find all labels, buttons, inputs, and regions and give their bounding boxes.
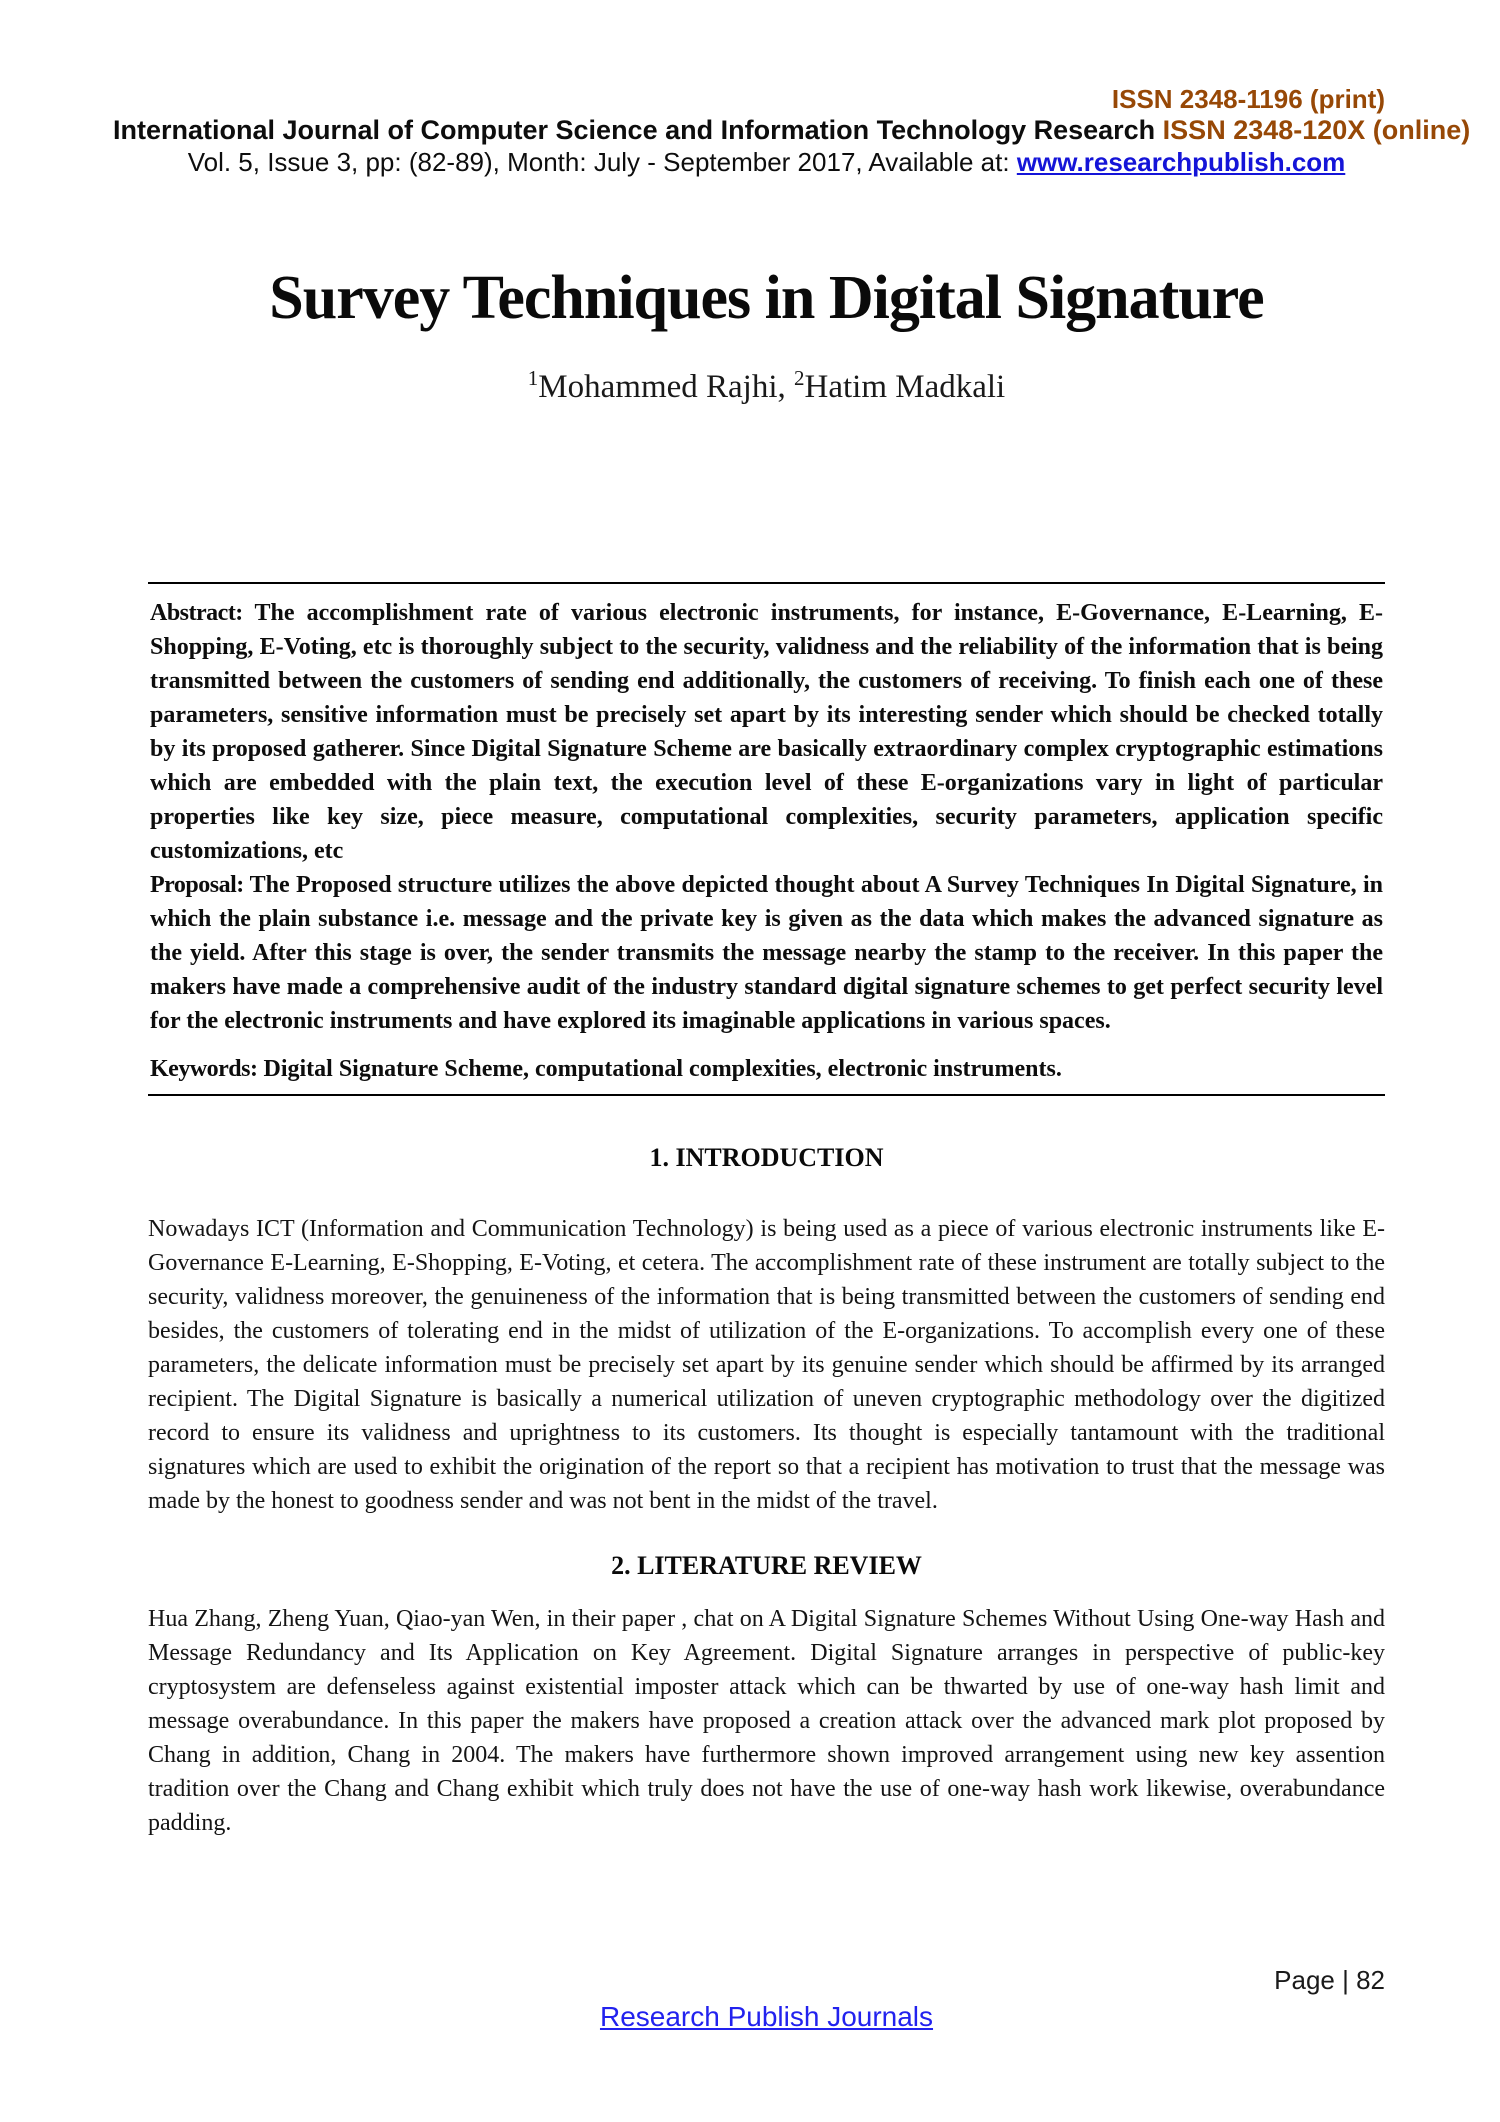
section-body-introduction: Nowadays ICT (Information and Communication Technology) is being used as a piece of various electronic instruments like E-Governance E-Learning, E-Shopping, E-Voting, et cetera. The accomplishment rate of these instrument are totally subject to the security, validness moreover, the genuineness of the information that is being transmitted between the customers of sending end besides, the customers of tolerating end in the midst of utilization of the E-organizations. To accomplish every one of these parameters, the delicate information must be precisely set apart by its genuine sender which should be affirmed by its arranged recipient. The Digital Signature is basically a numerical utilization of uneven cryptographic methodology over the digitized record to ensure its validness and uprightness to its customers. Its thought is especially tantamount with the traditional signatures which are used to exhibit the origination of the report so that a recipient has motivation to trust that the message was made by the honest to goodness sender and was not bent in the midst of the travel.: [148, 1216, 1385, 1514]
proposal-text: The Proposed structure utilizes the above depicted thought about A Survey Techniques In Digital Signature, in which the plain substance i.e. message and the private key is given as the data which makes the advanced signature as the yield. After this stage is over, the sender transmits the message nearby the stamp to the receiver. In this paper the makers have made a comprehensive audit of the industry standard digital signature schemes to get perfect security level for the electronic instruments and have explored its imaginable applications in various spaces.: [150, 872, 1383, 1034]
journal-name: International Journal of Computer Science and Information Technology Research: [113, 115, 1163, 145]
abstract-text: The accomplishment rate of various electronic instruments, for instance, E-Governance, E-Learning, E-Shopping, E-Voting, etc is thoroughly subject to the security, validness and the reliability of the information that is being transmitted between the customers of sending end additionally, the customers of receiving. To finish each one of these parameters, sensitive information must be precisely set apart by its interesting sender which should be checked totally by its proposed gatherer. Since Digital Signature Scheme are basically extraordinary complex cryptographic estimations which are embedded with the plain text, the execution level of these E-organizations vary in light of particular properties like key size, piece measure, computational complexities, security parameters, application specific customizations, etc: [150, 600, 1383, 864]
author-1-name: Mohammed Rajhi,: [538, 369, 794, 405]
footer-link-row: [148, 2001, 1385, 2033]
keywords-paragraph: [150, 1052, 1383, 1086]
section-heading-literature-review: 2. LITERATURE REVIEW: [611, 1551, 922, 1580]
journal-name-line: [113, 114, 1471, 146]
section-body-literature-review: Hua Zhang, Zheng Yuan, Qiao-yan Wen, in their paper , chat on A Digital Signature Schemes Without Using One-way Hash and Message Redundancy and Its Application on Key Agreement. Digital Signature arranges in perspective of public-key cryptosystem are defenseless against existential imposter attack which can be thwarted by use of one-way hash limit and message overabundance. In this paper the makers have proposed a creation attack over the advanced mark plot proposed by Chang in addition, Chang in 2004. The makers have furthermore shown improved arrangement using new key assention tradition over the Chang and Chang exhibit which truly does not have the use of one-way hash work likewise, overabundance padding.: [148, 1606, 1385, 1836]
page-footer: [148, 1965, 1385, 2033]
proposal-paragraph: [150, 868, 1383, 1038]
section-heading-introduction: 1. INTRODUCTION: [649, 1143, 884, 1172]
issn-online: ISSN 2348-120X (online): [1162, 115, 1471, 145]
keywords-label: Keywords:: [150, 1056, 258, 1082]
header-website-link[interactable]: www.researchpublish.com: [1016, 147, 1346, 177]
journal-header: [113, 84, 1471, 178]
keywords-text: Digital Signature Scheme, computational complexities, electronic instruments.: [257, 1056, 1062, 1082]
page-number: Page | 82: [1274, 1965, 1385, 1995]
paper-title: Survey Techniques in Digital Signature: [269, 264, 1264, 332]
author-2-name: Hatim Madkali: [804, 369, 1006, 405]
abstract-section: [148, 582, 1385, 1096]
author-1-superscript: 1: [527, 366, 539, 390]
volume-info: Vol. 5, Issue 3, pp: (82-89), Month: July - September 2017, Available at:: [187, 147, 1017, 177]
authors-line: [148, 368, 1385, 406]
footer-journal-link[interactable]: Research Publish Journals: [599, 2001, 934, 2032]
abstract-paragraph: [150, 596, 1383, 868]
abstract-label: Abstract:: [150, 600, 243, 626]
author-2-superscript: 2: [794, 366, 805, 390]
volume-line: [128, 146, 1405, 178]
issn-print: ISSN 2348-1196 (print): [1111, 84, 1385, 114]
proposal-label: Proposal:: [150, 872, 244, 898]
